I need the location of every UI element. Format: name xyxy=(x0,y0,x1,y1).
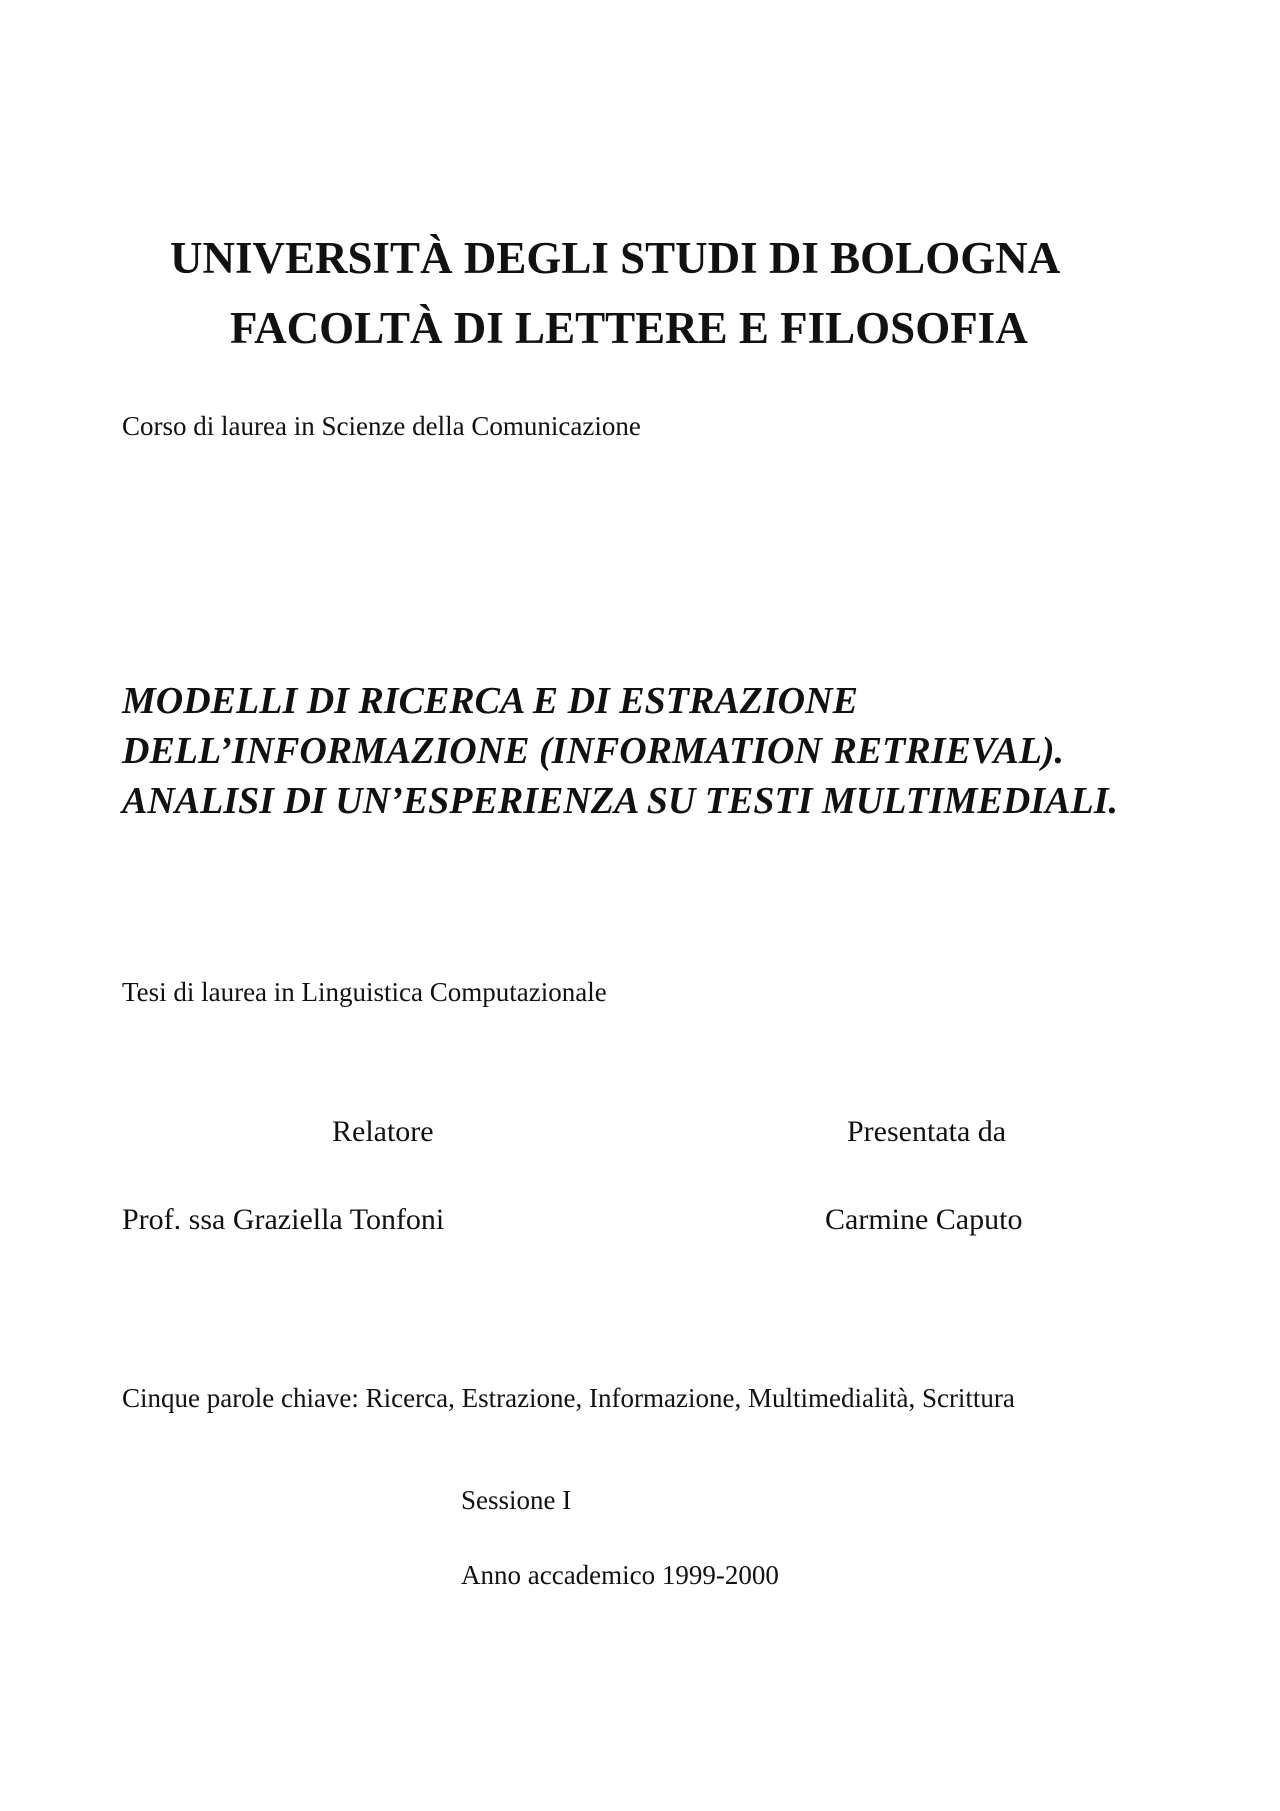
faculty-name: FACOLTÀ DI LETTERE E FILOSOFIA xyxy=(230,303,1028,353)
thesis-type: Tesi di laurea in Linguistica Computazionale xyxy=(122,977,607,1007)
thesis-title-line-2: DELL’INFORMAZIONE (INFORMATION RETRIEVAL). xyxy=(122,730,1065,772)
thesis-title xyxy=(122,676,1118,826)
keywords: Cinque parole chiave: Ricerca, Estrazione, Informazione, Multimedialità, Scrittura xyxy=(122,1383,1015,1413)
university-name: UNIVERSITÀ DEGLI STUDI DI BOLOGNA xyxy=(170,233,1061,283)
academic-year: Anno accademico 1999-2000 xyxy=(461,1560,779,1590)
supervisor-name: Prof. ssa Graziella Tonfoni xyxy=(122,1203,445,1236)
session: Sessione I xyxy=(461,1485,572,1515)
thesis-title-line-3: ANALISI DI UN’ESPERIENZA SU TESTI MULTIMEDIALI. xyxy=(122,780,1118,822)
thesis-title-line-1: MODELLI DI RICERCA E DI ESTRAZIONE xyxy=(122,680,858,722)
presenter-label: Presentata da xyxy=(847,1115,1007,1148)
course-name: Corso di laurea in Scienze della Comunicazione xyxy=(122,411,641,441)
presenter-name: Carmine Caputo xyxy=(825,1203,1023,1236)
supervisor-label: Relatore xyxy=(332,1115,434,1148)
